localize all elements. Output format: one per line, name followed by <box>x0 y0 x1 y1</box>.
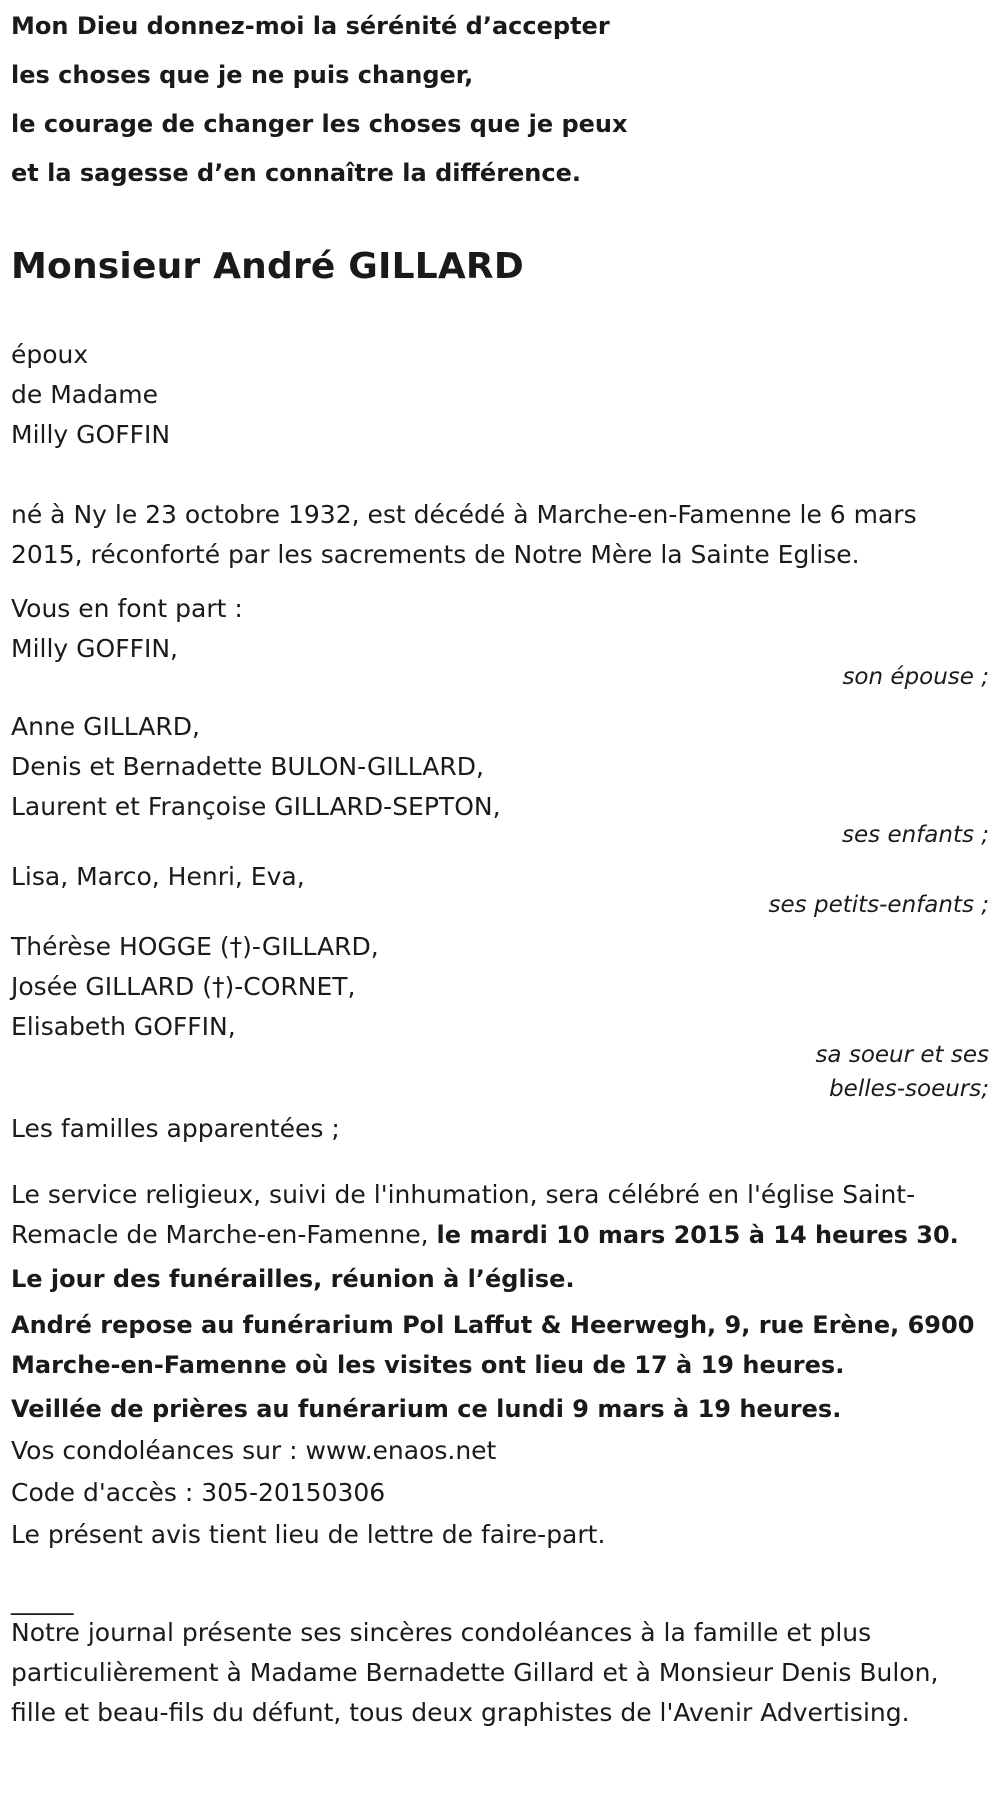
spouse-name: Milly GOFFIN <box>11 420 171 449</box>
family-label-spouse: son épouse ; <box>842 664 989 690</box>
spouse-title: de Madame <box>11 380 159 409</box>
service-date: le mardi 10 mars 2015 à 14 heures 30. <box>436 1221 959 1249</box>
service-description: Le service religieux, suivi de l'inhumation, sera célébré en l'église Saint-Remacle de Marche-en-Famenne, <box>11 1180 916 1249</box>
family-name: Lisa, Marco, Henri, Eva, <box>11 862 305 891</box>
service-text <box>11 1175 989 1255</box>
access-code: Code d'accès : 305-20150306 <box>11 1478 386 1507</box>
family-label-grandchildren: ses petits-enfants ; <box>768 892 989 918</box>
rest-text: André repose au funérarium Pol Laffut & Heerwegh, 9, rue Erène, 6900 Marche-en-Famenne où les visites ont lieu de 17 à 19 heures. <box>11 1311 975 1379</box>
prayer <box>11 8 989 204</box>
family-name: Thérèse HOGGE (†)-GILLARD, <box>11 932 379 961</box>
family-name: Milly GOFFIN, <box>11 634 178 663</box>
family-group-children <box>11 707 989 827</box>
family-group-siblings <box>11 927 989 1047</box>
obituary-notice <box>11 0 989 1733</box>
vigil-text: Veillée de prières au funérarium ce lundi 9 mars à 19 heures. <box>11 1395 842 1423</box>
family-name: Denis et Bernadette BULON-GILLARD, <box>11 752 484 781</box>
family-name: Josée GILLARD (†)-CORNET, <box>11 972 356 1001</box>
family-name: Elisabeth GOFFIN, <box>11 1012 236 1041</box>
deceased-name: Monsieur André GILLARD <box>11 246 524 287</box>
family-label-children: ses enfants ; <box>842 822 989 848</box>
family-label-siblings-cont: belles-soeurs; <box>829 1076 989 1102</box>
family-label-siblings: sa soeur et ses <box>815 1042 989 1068</box>
separator: _____ <box>11 1586 74 1615</box>
prayer-line: les choses que je ne puis changer, <box>11 61 474 89</box>
family-name: Anne GILLARD, <box>11 712 200 741</box>
spouse-block <box>11 335 989 455</box>
prayer-line: le courage de changer les choses que je peux <box>11 110 628 138</box>
birth-death-text: né à Ny le 23 octobre 1932, est décédé à Marche-en-Famenne le 6 mars 2015, réconforté par les sacrements de Notre Mère la Sainte Eglise. <box>11 500 917 569</box>
prayer-line: et la sagesse d’en connaître la différence. <box>11 159 582 187</box>
condolences-text: Vos condoléances sur : www.enaos.net <box>11 1436 497 1465</box>
spouse-relation: époux <box>11 340 89 369</box>
notice-text: Le présent avis tient lieu de lettre de faire-part. <box>11 1520 606 1549</box>
family-name: Laurent et Françoise GILLARD-SEPTON, <box>11 792 501 821</box>
announce-intro: Vous en font part : <box>11 594 243 623</box>
prayer-line: Mon Dieu donnez-moi la sérénité d’accepter <box>11 12 610 40</box>
journal-note: Notre journal présente ses sincères condoléances à la famille et plus particulièrement à Madame Bernadette Gillard et à Monsieur Denis Bulon, fille et beau-fils du défunt, tous deux graphistes de l'Avenir Advertising. <box>11 1618 939 1727</box>
meeting-text: Le jour des funérailles, réunion à l’église. <box>11 1265 575 1293</box>
related-families: Les familles apparentées ; <box>11 1114 340 1143</box>
